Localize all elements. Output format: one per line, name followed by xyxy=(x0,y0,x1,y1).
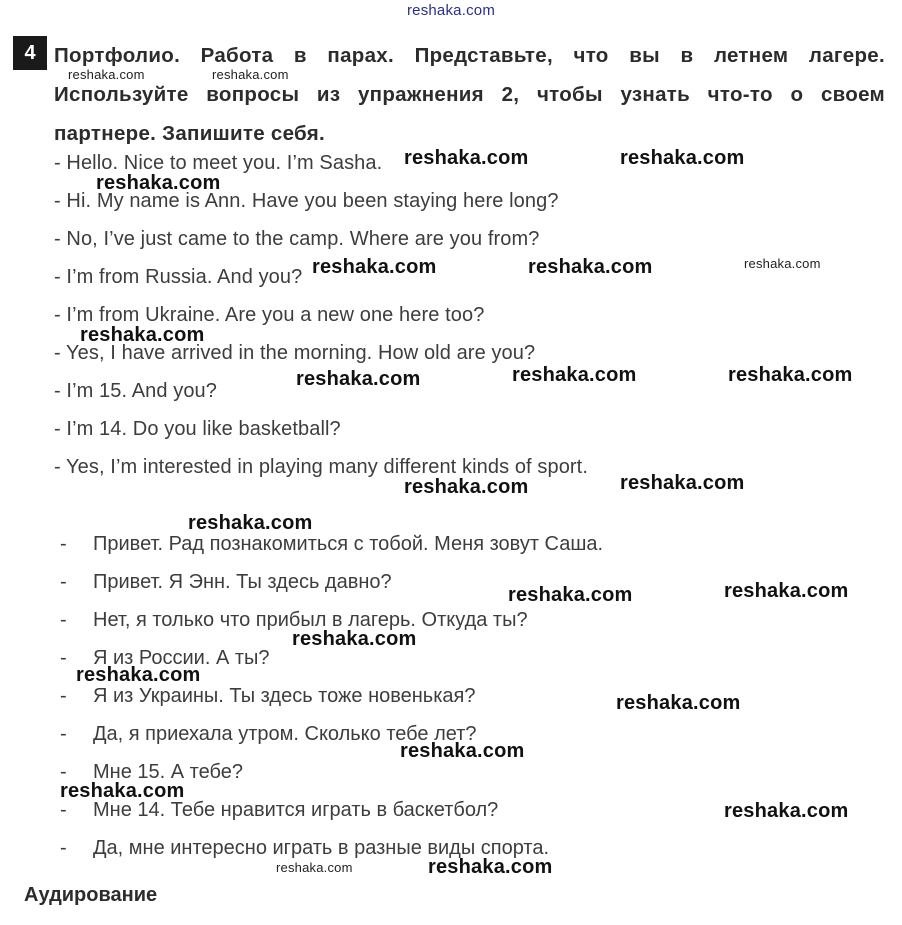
watermark: reshaka.com xyxy=(724,800,849,822)
english-line: - Hi. My name is Ann. Have you been staying here long? xyxy=(54,190,559,212)
russian-line: Привет. Я Энн. Ты здесь давно? xyxy=(93,571,392,593)
list-dash: - xyxy=(60,647,67,669)
list-dash: - xyxy=(60,571,67,593)
watermark: reshaka.com xyxy=(188,512,313,534)
watermark: reshaka.com xyxy=(428,856,553,878)
russian-line: Мне 15. А тебе? xyxy=(93,761,243,783)
english-line: - Hello. Nice to meet you. I’m Sasha. xyxy=(54,152,383,174)
watermark: reshaka.com xyxy=(620,472,745,494)
russian-line: Да, мне интересно играть в разные виды спорта. xyxy=(93,837,550,859)
list-dash: - xyxy=(60,685,67,707)
watermark: reshaka.com xyxy=(508,584,633,606)
watermark: reshaka.com xyxy=(76,664,201,686)
watermark: reshaka.com xyxy=(528,256,653,278)
watermark: reshaka.com xyxy=(616,692,741,714)
russian-line: Да, я приехала утром. Сколько тебе лет? xyxy=(93,723,477,745)
russian-line: Нет, я только что прибыл в лагерь. Откуда ты? xyxy=(93,609,528,631)
watermark: reshaka.com xyxy=(404,476,529,498)
list-dash: - xyxy=(60,837,67,859)
watermark: reshaka.com xyxy=(404,147,529,169)
watermark: reshaka.com xyxy=(724,580,849,602)
list-dash: - xyxy=(60,723,67,745)
list-dash: - xyxy=(60,609,67,631)
russian-line: Я из России. А ты? xyxy=(93,647,270,669)
english-line: - Yes, I have arrived in the morning. How old are you? xyxy=(54,342,536,364)
watermark: reshaka.com xyxy=(212,67,289,82)
watermark: reshaka.com xyxy=(68,67,145,82)
watermark: reshaka.com xyxy=(292,628,417,650)
english-line: - I’m 14. Do you like basketball? xyxy=(54,418,341,440)
list-dash: - xyxy=(60,761,67,783)
watermark: reshaka.com xyxy=(60,780,185,802)
english-line: - I’m from Ukraine. Are you a new one here too? xyxy=(54,304,485,326)
english-line: - I’m 15. And you? xyxy=(54,380,218,402)
watermark: reshaka.com xyxy=(296,368,421,390)
russian-line: Я из Украины. Ты здесь тоже новенькая? xyxy=(93,685,476,707)
english-line: - Yes, I’m interested in playing many different kinds of sport. xyxy=(54,456,588,478)
russian-line: Привет. Рад познакомиться с тобой. Меня зовут Саша. xyxy=(93,533,604,555)
list-dash: - xyxy=(60,533,67,555)
russian-line: Мне 14. Тебе нравится играть в баскетбол? xyxy=(93,799,499,821)
english-line: - I’m from Russia. And you? xyxy=(54,266,303,288)
site-watermark-top: reshaka.com xyxy=(406,2,496,19)
exercise-number-badge: 4 xyxy=(13,36,47,70)
watermark: reshaka.com xyxy=(312,256,437,278)
watermark: reshaka.com xyxy=(276,860,353,875)
english-line: - No, I’ve just came to the camp. Where are you from? xyxy=(54,228,540,250)
watermark: reshaka.com xyxy=(400,740,525,762)
watermark: reshaka.com xyxy=(512,364,637,386)
section-heading: Аудирование xyxy=(24,884,158,906)
watermark: reshaka.com xyxy=(620,147,745,169)
task-instructions: Портфолио. Работа в парах. Представьте, что вы в летнем лагере. Используйте вопросы из упражнения 2, чтобы узнать что-то о своем партнере. Запишите себя. xyxy=(54,44,885,145)
watermark: reshaka.com xyxy=(744,256,821,271)
watermark: reshaka.com xyxy=(80,324,205,346)
watermark: reshaka.com xyxy=(96,172,221,194)
watermark: reshaka.com xyxy=(728,364,853,386)
list-dash: - xyxy=(60,799,67,821)
